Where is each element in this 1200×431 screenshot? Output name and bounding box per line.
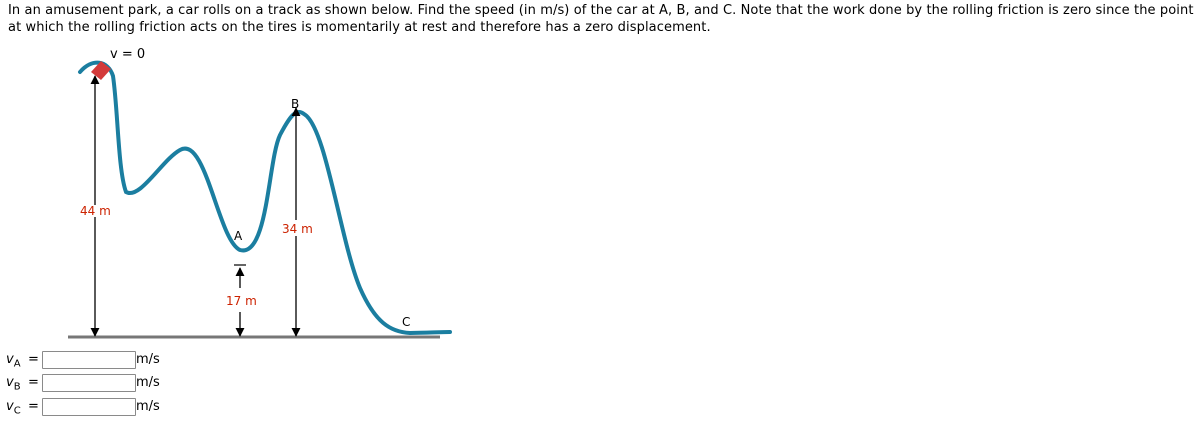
answer-equals: = <box>28 375 39 390</box>
answer-equals: = <box>28 352 39 367</box>
speed-a-input[interactable] <box>42 351 136 369</box>
point-a-label: A <box>234 229 243 243</box>
speed-b-input[interactable] <box>42 374 136 392</box>
height-b-label: 34 m <box>282 222 313 236</box>
answer-label-c: $v_C$ <box>6 399 21 417</box>
answer-unit: m/s <box>136 375 160 390</box>
height-a-label: 17 m <box>226 294 257 308</box>
initial-speed-label: v = 0 <box>110 47 146 62</box>
answer-label-a: $v_A$ <box>6 352 21 370</box>
speed-c-input[interactable] <box>42 398 136 416</box>
height-start-label: 44 m <box>80 204 111 218</box>
answer-equals: = <box>28 399 39 414</box>
problem-statement: In an amusement park, a car rolls on a track as shown below. Find the speed (in m/s) of the car at A, B, and C. Note that the work done by the rolling friction is zero since the point at which the rolling friction acts on the tires is momentarily at rest and therefore has a zero displacement. <box>8 3 1194 35</box>
point-b-label: B <box>291 97 300 111</box>
point-c-label: C <box>402 315 411 329</box>
answer-unit: m/s <box>136 399 160 414</box>
answer-unit: m/s <box>136 352 160 367</box>
track-curve <box>80 63 450 333</box>
answer-label-b: $v_B$ <box>6 375 21 393</box>
